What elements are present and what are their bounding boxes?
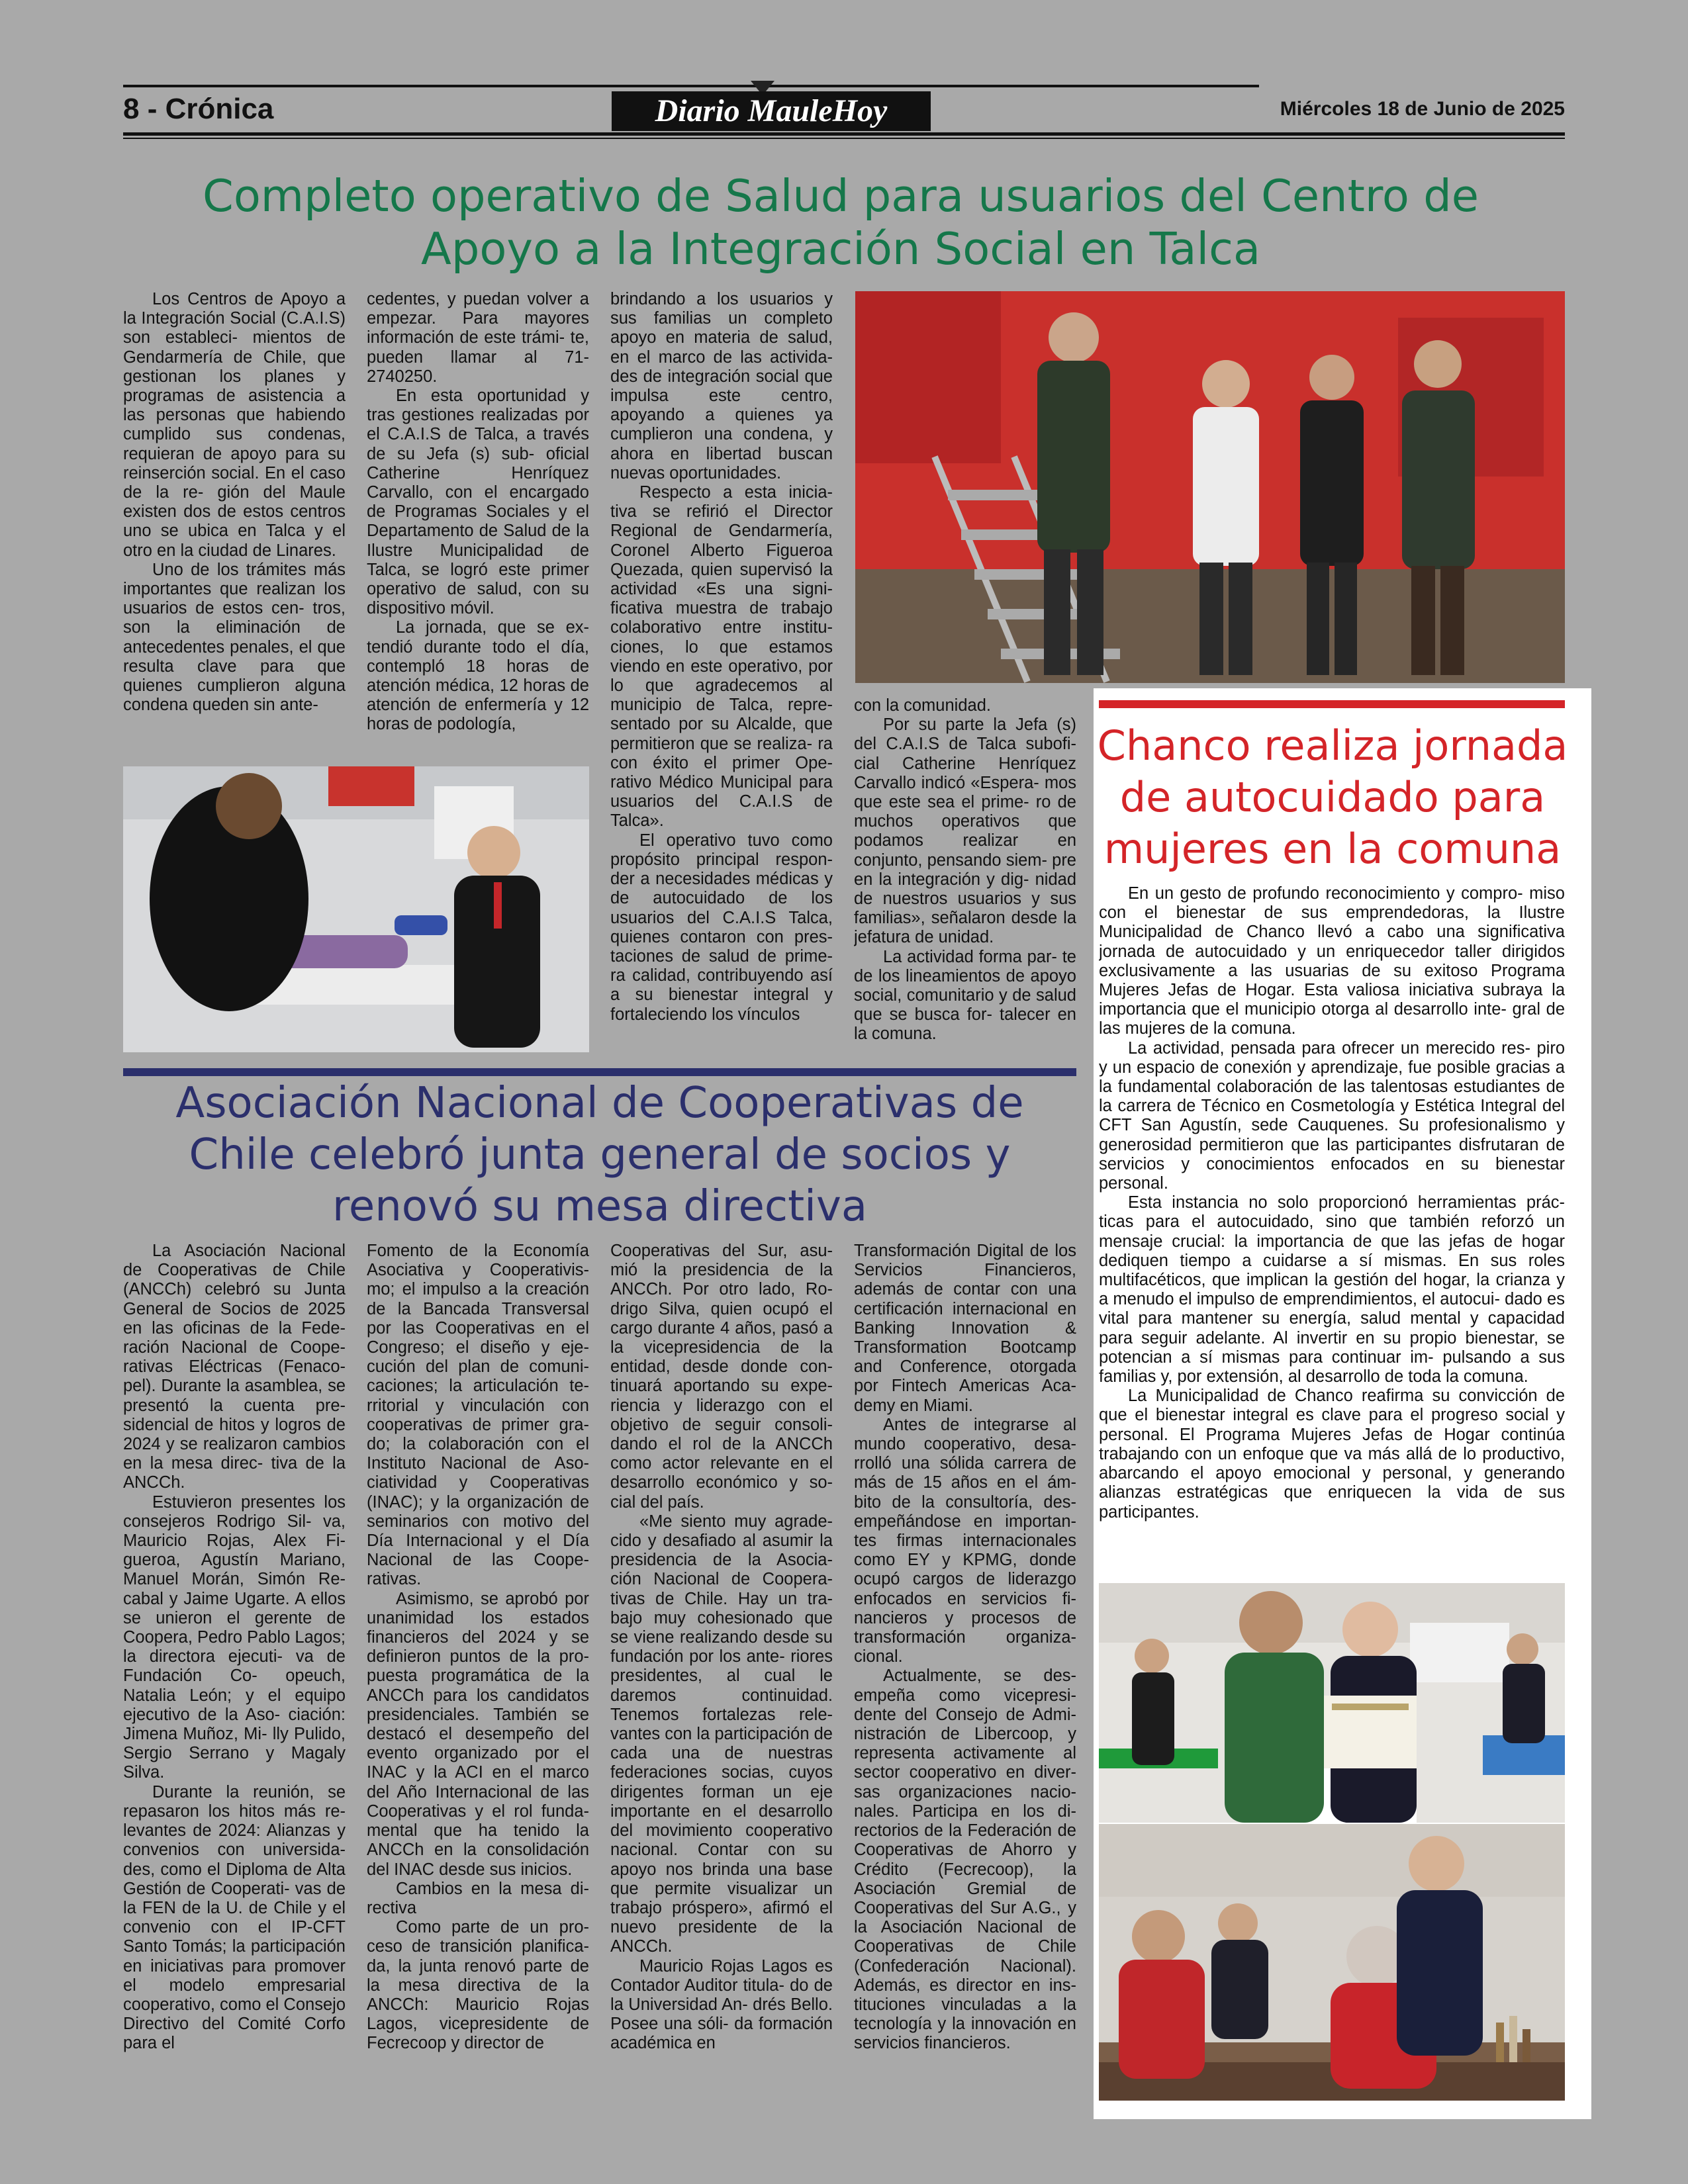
- article2-paragraph: Transformación Digital de los Servicios Financieros, además de contar con una certificación internacional en Banking Innovation & Transformation Bootcamp and Conference, otorgada por Fintech Americas Aca- demy en Miami.: [854, 1242, 1076, 1415]
- article1-paragraph: con la comunidad.: [854, 696, 991, 715]
- article1-paragraph: El operativo tuvo como propósito principal respon- der a necesidades médicas y de autocuidado de los usuarios del C.A.I.S Talca, quienes contaron con pres- taciones de salud de prime- ra calidad, contribuyendo así a su bienestar integral y fortaleciendo los vínculos: [610, 831, 833, 1024]
- article1-column-4: [854, 696, 1076, 1062]
- issue-date: Miércoles 18 de Junio de 2025: [1280, 98, 1565, 120]
- article3-paragraph: En un gesto de profundo reconocimiento y compro- miso con el bienestar de sus emprendedoras, la Ilustre Municipalidad de Chanco llevó a cabo una significativa jornada de autocuidado y un enriquecedor taller dirigidos exclusivamente a las usuarias de su exitoso Programa Mujeres Jefas de Hogar. Esta valiosa iniciativa subraya la importancia que el municipio otorga al desarrollo inte- gral de las mujeres de la comuna.: [1099, 884, 1565, 1038]
- article2-paragraph: Fomento de la Economía Asociativa y Cooperativis- mo; el impulso a la creación de la Bancada Transversal por las Cooperativas en el Congreso; el diseño y eje- cución del plan de comuni- caciones; la articulación te- rritorial y vinculación con cooperativas de primer gra- do; la colaboración con el Instituto Nacional de Aso- ciatividad y Cooperativas (INAC); y la organización de seminarios con motivo del Día Internacional y el Día Nacional de las Coope- rativas.: [367, 1242, 589, 1589]
- article2-paragraph: Antes de integrarse al mundo cooperativo, desa- rrolló una sólida carrera de más de 15 años en el ám- bito de la consultoría, des- empeñándose en importan- tes firmas internacionales como EY y KPMG, donde ocupó cargos de liderazgo enfocados en servicios fi- nancieros y procesos de transformación organiza- cional.: [854, 1415, 1076, 1666]
- article1-paragraph: La jornada, que se ex- tendió durante todo el día, contempló 18 horas de atención médica, 12 horas de atención de enfermería y 12 horas de podología,: [367, 618, 589, 734]
- article2-column-2: [367, 1242, 589, 2098]
- photo-students-care: [1099, 1824, 1565, 2101]
- article1-paragraph: Los Centros de Apoyo a la Integración Social (C.A.I.S) son estableci- mientos de Gendarmería de Chile, que gestionan los planes y programas de asistencia a las personas que habiendo cumplido sus condenas, requieran de apoyo para su reinserción social. En el caso de la re- gión del Maule existen dos de estos centros uno se ubica en Talca y el otro en la ciudad de Linares.: [123, 290, 346, 560]
- article1-column-3: [610, 290, 833, 1062]
- article1-column-1: [123, 290, 346, 761]
- article2-paragraph: Como parte de un pro- ceso de transición planifica- da, la junta renovó parte de la mesa directiva de la ANCCh: Mauricio Rojas Lagos, vicepresidente de Fecrecoop y director de: [367, 1918, 589, 2053]
- article3-top-rule: [1099, 700, 1565, 708]
- photo-podology-care: [123, 766, 589, 1052]
- masthead-rule-thin: [123, 138, 1565, 139]
- masthead-rule: [123, 132, 1565, 136]
- section-label: 8 - Crónica: [123, 93, 274, 125]
- article2-paragraph: Cambios en la mesa di- rectiva: [367, 1879, 589, 1917]
- article2-top-rule: [123, 1068, 1076, 1076]
- article1-paragraph: Por su parte la Jefa (s) del C.A.I.S de Talca subofi- cial Catherine Henríquez Carvallo indicó «Espera- mos que este sea el prime- ro de muchos operativos que podamos realizar en conjunto, pensando siem- pre en la integración y dig- nidad de nuestros usuarios y sus familias», señalaron desde la jefatura de unidad.: [854, 715, 1076, 947]
- article2-paragraph: La Asociación Nacional de Cooperativas de Chile (ANCCh) celebró su Junta General de Socios de 2025 en las oficinas de la Fede- ración Nacional de Coope- rativas Eléctricas (Fenaco- pel). Durante la asamblea, se presentó la cuenta pre- sidencial de hitos y logros de 2024 y se realizaron cambios en la mesa direc- tiva de la ANCCh.: [123, 1242, 346, 1492]
- article2-column-1: [123, 1242, 346, 2098]
- article2-paragraph: Asimismo, se aprobó por unanimidad los estados financieros del 2024 y se definieron puntos de la pro- puesta programática de la ANCCh para los candidatos presidenciales. También se destacó el desempeño del evento organizado por el INAC y la ACI en el marco del Año Internacional de las Cooperativas y el rol funda- mental que ha tenido la ANCCh en la consolidación del INAC desde sus inicios.: [367, 1589, 589, 1879]
- article3-headline: Chanco realiza jornada de autocuidado para mujeres en la comuna: [1097, 721, 1568, 873]
- article1-paragraph: brindando a los usuarios y sus familias un completo apoyo en materia de salud, en el marco de las activida- des de integración social que impulsa este centro, apoyando a quienes ya cumplieron una condena, y ahora en libertad buscan nuevas oportunidades.: [610, 290, 833, 482]
- article2-paragraph: Cooperativas del Sur, asu- mió la presidencia de la ANCCh. Por otro lado, Ro- drigo Silva, quien ocupó el cargo durante 4 años, pasó a la vicepresidencia de la entidad, desde donde con- tinuará aportando su expe- riencia y liderazgo con el objetivo de seguir consoli- dando el rol de la ANCCh como actor relevante en el desarrollo económico y so- cial del país.: [610, 1242, 833, 1512]
- photo-officials-mobile-clinic: [855, 291, 1565, 683]
- article1-paragraph: La actividad forma par- te de los lineamientos de apoyo social, comunitario y de salud que se busca for- talecer en la comuna.: [854, 947, 1076, 1044]
- article3-paragraph: La Municipalidad de Chanco reafirma su convicción de que el bienestar integral es clave para el progreso social y personal. El Programa Mujeres Jefas de Hogar continúa trabajando con un enfoque que va más allá de lo productivo, abarcando el apoyo emocional y personal, y generando alianzas estratégicas que enriquecen la vida de sus participantes.: [1099, 1387, 1565, 1522]
- article1-headline: Completo operativo de Salud para usuarios del Centro de Apoyo a la Integración Social en Talca: [203, 170, 1479, 275]
- article2-paragraph: Durante la reunión, se repasaron los hitos más re- levantes de 2024: Alianzas y convenios con universida- des, como el Diploma de Alta Gestión de Cooperati- vas de la FEN de la U. de Chile y el convenio con el IP-CFT Santo Tomás; la participación en iniciativas para promover el modelo empresarial cooperativo, como el Consejo Directivo del Comité Corfo para el: [123, 1782, 346, 2053]
- masthead-top-rule: [123, 85, 1259, 87]
- article2-column-3: [610, 1242, 833, 2098]
- article1-column-2: [367, 290, 589, 761]
- article2-column-4: [854, 1242, 1076, 2098]
- article1-paragraph: En esta oportunidad y tras gestiones realizadas por el C.A.I.S de Talca, a través de su Jefa (s) sub- oficial Catherine Henríquez Carvallo, con el encargado de Programas Sociales y el Departamento de Salud de la Ilustre Municipalidad de Talca, se logró este primer operativo de salud, con su dispositivo móvil.: [367, 387, 589, 618]
- article3-body: [1099, 884, 1565, 1579]
- article1-paragraph: Respecto a esta inicia- tiva se refirió el Director Regional de Gendarmería, Coronel Alberto Figueroa Quezada, quien supervisó la actividad «Es una signi- ficativa muestra de trabajo colaborativo entre institu- ciones, lo que estamos viendo en este operativo, por lo que agradecemos al municipio de Talca, repre- sentado por su Alcalde, que permitieron que se realiza- ra con éxito el primer Ope- rativo Médico Municipal para usuarios del C.A.I.S de Talca».: [610, 483, 833, 831]
- article2-paragraph: Mauricio Rojas Lagos es Contador Auditor titula- do de la Universidad An- drés Bello. Posee una sóli- da formación académica en: [610, 1956, 833, 2053]
- article2-paragraph: «Me siento muy agrade- cido y desafiado al asumir la presidencia de la Asocia- ción Nacional de Coopera- tivas de Chile. Hay un tra- bajo muy cohesionado que se viene realizando desde su fundación por los ante- riores presidentes, al cual le daremos continuidad. Tenemos fortalezas rele- vantes con la participación de cada una de nuestras federaciones socias, cuyos dirigentes forman un eje importante en el desarrollo del movimiento cooperativo nacional. Contar con su apoyo nos brinda una base que permite visualizar un trabajo próspero», afirmó el nuevo presidente de la ANCCh.: [610, 1512, 833, 1956]
- article1-paragraph: Uno de los trámites más importantes que realizan los usuarios de estos cen- tros, son la eliminación de antecedentes penales, el que resulta clave para que quienes cumplieron alguna condena queden sin ante-: [123, 560, 346, 715]
- article2-headline: Asociación Nacional de Cooperativas de Chile celebró junta general de socios y renovó su mesa directiva: [175, 1079, 1024, 1231]
- photo-diploma-delivery: [1099, 1583, 1565, 1823]
- article2-paragraph: Actualmente, se des- empeña como vicepresi- dente del Consejo de Admi- nistración de Libercoop, y representa activamente al sector cooperativo en diver- sas organizaciones nacio- nales. Participa en los di- rectorios de la Federación de Cooperativas de Ahorro y Crédito (Fecrecoop), la Asociación Gremial de Cooperativas del Sur A.G., y la Asociación Nacional de Cooperativas de Chile (Confederación Nacional). Además, es director en ins- tituciones vinculadas a la tecnología y la innovación en servicios financieros.: [854, 1666, 1076, 2053]
- masthead-logo: Diario MauleHoy: [612, 91, 931, 131]
- article2-paragraph: Estuvieron presentes los consejeros Rodrigo Sil- va, Mauricio Rojas, Alex Fi- gueroa, Agustín Mariano, Manuel Morán, Simón Re- cabal y Jaime Ugarte. A ellos se unieron el gerente de Coopera, Pedro Pablo Lagos; la directora ejecuti- va de Fundación Co- opeuch, Natalia León; y el equipo ejecutivo de la Aso- ciación: Jimena Muñoz, Mi- lly Pulido, Sergio Serrano y Magaly Silva.: [123, 1492, 346, 1782]
- article3-paragraph: La actividad, pensada para ofrecer un merecido res- piro y un espacio de conexión y aprendizaje, fue posible gracias a la fundamental colaboración de las talentosas estudiantes de la carrera de Técnico en Cosmetología y Estética Integral del CFT San Agustín, sede Cauquenes. Su profesionalismo y generosidad permitieron que las participantes disfrutaran de servicios y conocimientos enfocados en su bienestar personal.: [1099, 1038, 1565, 1193]
- article1-paragraph: cedentes, y puedan volver a empezar. Para mayores información de este trámi- te, pueden llamar al 71- 2740250.: [367, 290, 589, 386]
- article3-paragraph: Esta instancia no solo proporcionó herramientas prác- ticas para el autocuidado, sino que también reforzó un mensaje crucial: la importancia de que las jefas de hogar dediquen tiempo a cuidarse a sí mismas. En sus roles multifacéticos, que implican la gestión del hogar, la crianza y a menudo el impulso de emprendimientos, el autocui- dado es vital para mantener su energía, salud mental y capacidad para seguir adelante. Al invertir en su propio bienestar, se potencian a sí mismas para continuar im- pulsando a sus familias y, por extensión, al desarrollo de toda la comuna.: [1099, 1193, 1565, 1387]
